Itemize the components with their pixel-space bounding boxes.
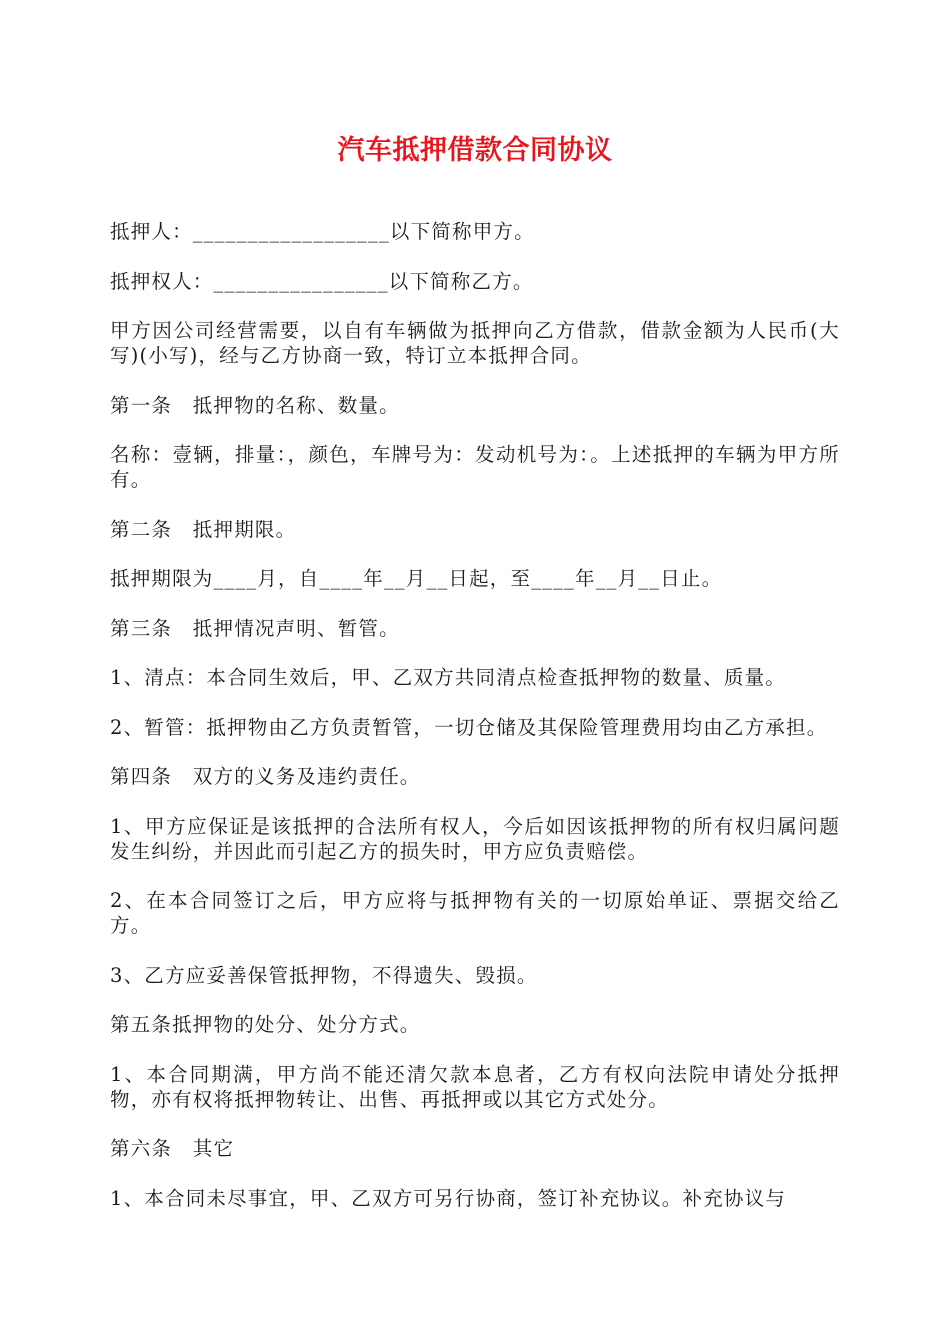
mortgagee-line: 抵押权人：________________以下简称乙方。 — [110, 269, 534, 293]
article-3-heading: 第三条 抵押情况声明、暂管。 — [110, 616, 400, 640]
article-6-item-1: 1、本合同未尽事宜，甲、乙双方可另行协商，签订补充协议。补充协议与 — [110, 1186, 787, 1210]
article-1-body: 名称：壹辆，排量：，颜色，车牌号为：发动机号为：。上述抵押的车辆为甲方所有。 — [110, 443, 840, 491]
article-3-item-1: 1、清点：本合同生效后，甲、乙双方共同清点检查抵押物的数量、质量。 — [110, 666, 787, 689]
intro-paragraph: 甲方因公司经营需要，以自有车辆做为抵押向乙方借款，借款金额为人民币(大写)(小写)，经与乙方协商一致，特订立本抵押合同。 — [110, 319, 840, 367]
article-1-heading: 第一条 抵押物的名称、数量。 — [110, 393, 400, 417]
article-5-item-1: 1、本合同期满，甲方尚不能还清欠款本息者，乙方有权向法院申请处分抵押物，亦有权将抵押物转让、出售、再抵押或以其它方式处分。 — [110, 1062, 840, 1111]
article-4-item-1: 1、甲方应保证是该抵押的合法所有权人，今后如因该抵押物的所有权归属问题发生纠纷，并因此而引起乙方的损失时，甲方应负责赔偿。 — [110, 814, 840, 863]
document-body — [110, 219, 840, 1235]
article-2-heading: 第二条 抵押期限。 — [110, 517, 297, 541]
article-5-heading: 第五条抵押物的处分、处分方式。 — [110, 1013, 421, 1036]
mortgagor-line: 抵押人：__________________以下简称甲方。 — [110, 220, 535, 243]
article-3-item-2: 2、暂管：抵押物由乙方负责暂管，一切仓储及其保险管理费用均由乙方承担。 — [110, 715, 828, 739]
article-2-body: 抵押期限为____月，自____年__月__日起，至____年__月__日止。 — [110, 567, 723, 590]
article-4-heading: 第四条 双方的义务及违约责任。 — [110, 765, 421, 788]
article-6-heading: 第六条 其它 — [110, 1137, 235, 1160]
article-4-item-3: 3、乙方应妥善保管抵押物，不得遗失、毁损。 — [110, 963, 538, 987]
article-4-item-2: 2、在本合同签订之后，甲方应将与抵押物有关的一切原始单证、票据交给乙方。 — [110, 889, 840, 937]
document-title: 汽车抵押借款合同协议 — [337, 135, 613, 166]
